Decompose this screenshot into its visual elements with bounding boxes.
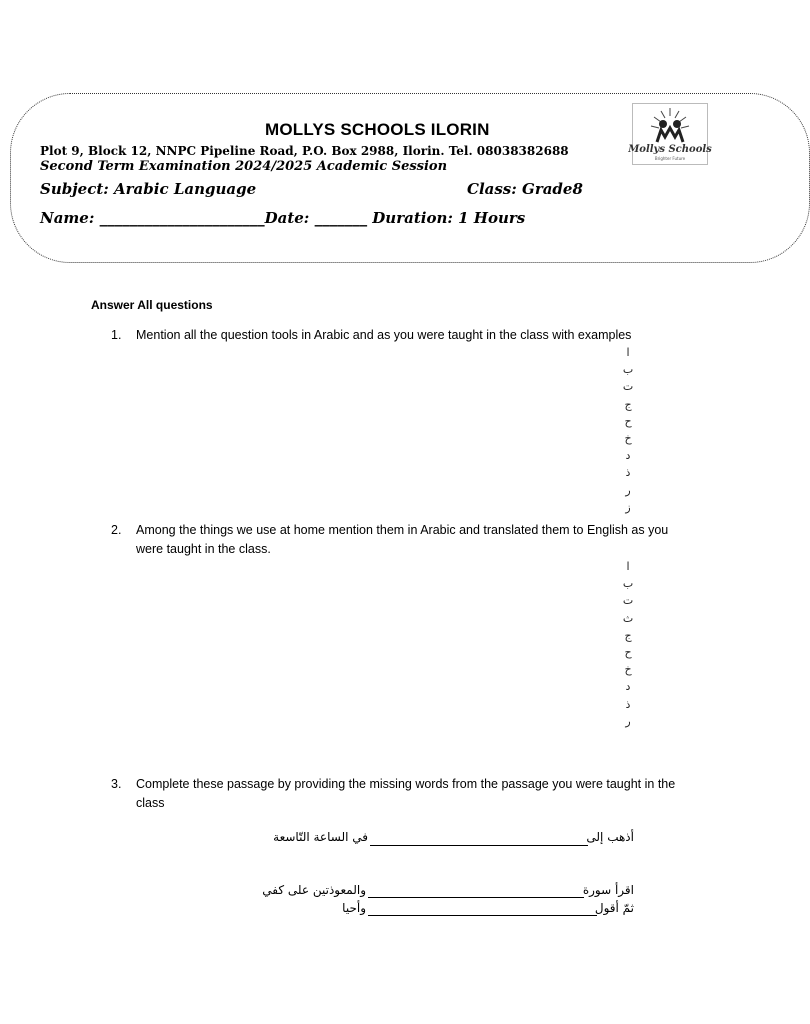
- question-2: [111, 521, 691, 559]
- logo-tagline: Brighter Future: [654, 156, 686, 161]
- passage-line-1-blank[interactable]: [370, 845, 588, 846]
- list-item: ج: [624, 628, 632, 642]
- school-logo: [628, 103, 712, 165]
- list-item: ت: [622, 594, 634, 608]
- question-text: Among the things we use at home mention them in Arabic and translated them to English as you were taught in the class.: [136, 523, 669, 556]
- passage-line-3-start: ثمّ أقول: [594, 901, 634, 915]
- question-1-letter-list: [618, 344, 638, 516]
- list-item: ذ: [625, 697, 631, 711]
- question-number: 3.: [111, 777, 122, 791]
- list-item: ر: [625, 483, 631, 497]
- passage-line-2-end: والمعوذتين على كفي: [262, 883, 366, 897]
- logo-emblem-icon: [628, 104, 712, 164]
- list-item: ر: [625, 714, 631, 728]
- question-1: [111, 326, 691, 345]
- passage-line-2-blank[interactable]: [368, 897, 584, 898]
- question-number: 1.: [111, 328, 122, 342]
- passage-line-3-blank[interactable]: [368, 915, 597, 916]
- question-number: 2.: [111, 523, 122, 537]
- list-item: د: [625, 680, 631, 694]
- passage-line-1-end: في الساعة التّاسعة: [273, 830, 368, 844]
- list-item: د: [625, 449, 631, 463]
- school-name: MOLLYS SCHOOLS ILORIN: [265, 120, 490, 139]
- passage-line-2-start: اقرأ سورة: [582, 883, 634, 897]
- list-item: ا: [626, 560, 630, 573]
- instructions: Answer All questions: [91, 298, 213, 312]
- name-date-duration-line: Name: ______________________Date: _______ Duration: 1 Hours: [40, 209, 526, 227]
- list-item: ث: [622, 611, 634, 625]
- list-item: ح: [624, 645, 632, 659]
- school-address: Plot 9, Block 12, NNPC Pipeline Road, P.O. Box 2988, Ilorin. Tel. 08038382688: [40, 144, 569, 158]
- question-3: [111, 775, 691, 813]
- list-item: ج: [624, 397, 632, 411]
- list-item: ا: [626, 346, 630, 359]
- exam-term: Second Term Examination 2024/2025 Academic Session: [40, 159, 448, 174]
- list-item: ت: [622, 380, 634, 394]
- passage-line-1-start: أذهب إلى: [586, 830, 634, 844]
- list-item: ذ: [625, 466, 631, 480]
- question-text: Mention all the question tools in Arabic and as you were taught in the class with examples: [136, 328, 632, 342]
- list-item: ب: [622, 363, 634, 377]
- list-item: ز: [625, 500, 631, 514]
- logo-text: Mollys Schools: [628, 144, 712, 155]
- question-text: Complete these passage by providing the missing words from the passage you were taught in the class: [136, 777, 676, 810]
- passage-line-3-end: وأحيا: [342, 901, 366, 915]
- list-item: ب: [622, 577, 634, 591]
- question-2-letter-list: [618, 558, 638, 730]
- list-item: خ: [624, 431, 632, 445]
- subject-field: Subject: Arabic Language: [40, 180, 257, 198]
- list-item: خ: [624, 663, 632, 677]
- class-field: Class: Grade8: [467, 180, 583, 198]
- list-item: ح: [624, 414, 632, 428]
